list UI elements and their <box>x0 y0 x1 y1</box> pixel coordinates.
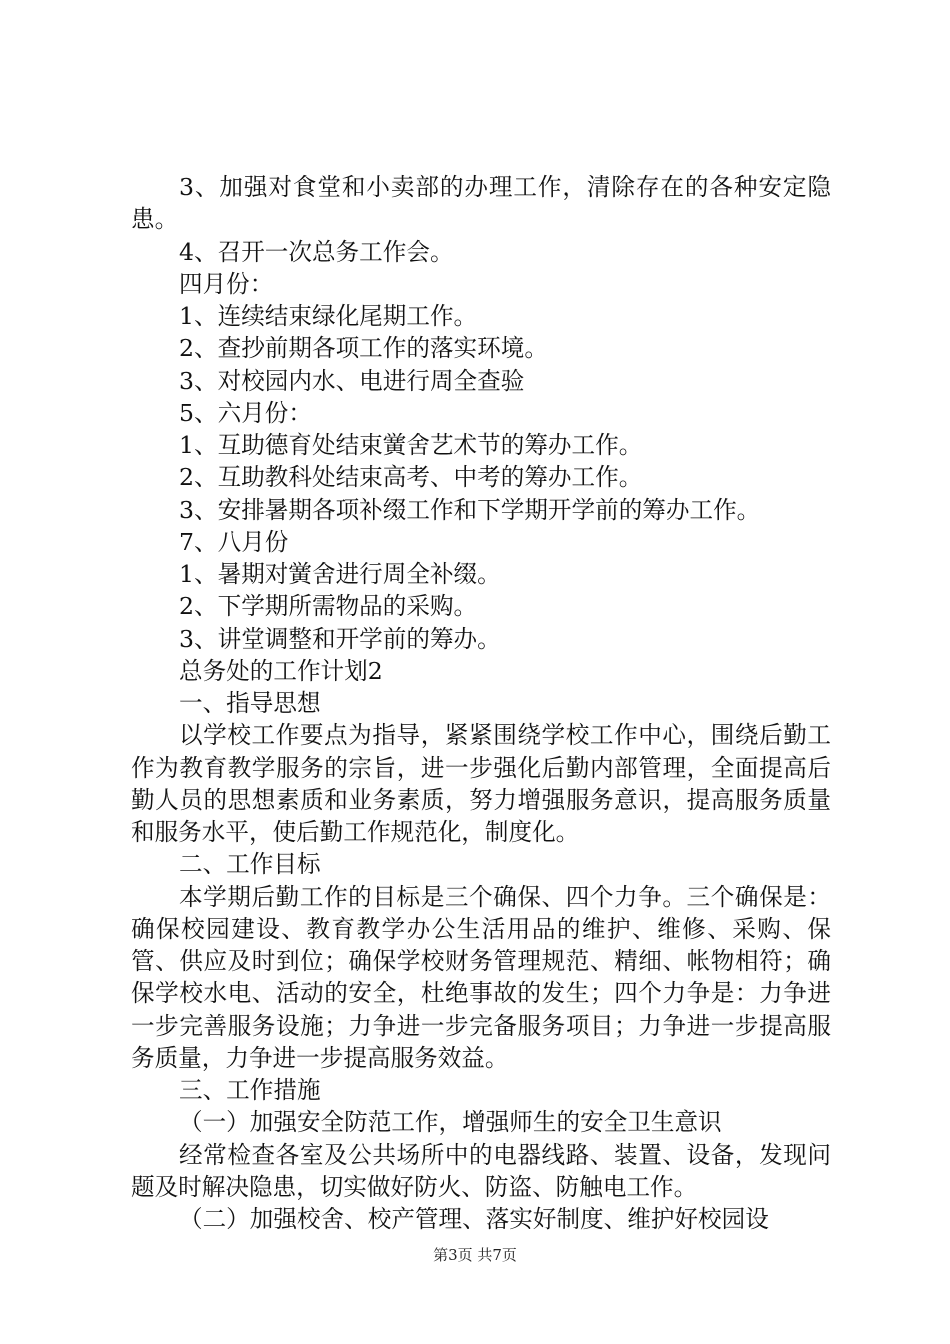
heading-work-measures: 三、工作措施 <box>179 1076 321 1104</box>
paragraph-april-item-2: 2、查抄前期各项工作的落实环境。 <box>179 334 548 363</box>
subheading-safety: （一）加强安全防范工作，增强师生的安全卫生意识 <box>179 1108 722 1137</box>
paragraph-june-item-3: 3、安排暑期各项补缀工作和下学期开学前的筹办工作。 <box>179 495 761 524</box>
paragraph-april-item-1: 1、连续结束绿化尾期工作。 <box>179 302 478 330</box>
paragraph-april-item-3: 3、对校园内水、电进行周全查验 <box>179 366 525 395</box>
paragraph-safety-checks: 经常检查各室及公共场所中的电器线路、装置、设备，发现问题及时解决隐患，切实做好防火、防盗、防触电工作。 <box>131 1140 831 1201</box>
heading-june: 5、六月份： <box>179 398 312 427</box>
heading-august: 7、八月份 <box>179 527 289 556</box>
paragraph-august-item-1: 1、暑期对黉舍进行周全补缀。 <box>179 560 501 588</box>
paragraph-august-item-3: 3、讲堂调整和开学前的筹办。 <box>179 624 501 653</box>
section-title-plan-2: 总务处的工作计划2 <box>179 656 383 685</box>
heading-guiding-thought: 一、指导思想 <box>179 689 321 717</box>
page-number-footer: 第3页 共7页 <box>433 1246 517 1264</box>
paragraph-august-item-2: 2、下学期所需物品的采购。 <box>179 592 478 621</box>
paragraph-june-item-2: 2、互助教科处结束高考、中考的筹办工作。 <box>179 463 643 492</box>
paragraph-work-goals: 本学期后勤工作的目标是三个确保、四个力争。三个确保是：确保校园建设、教育教学办公生活用品的维护、维修、采购、保管、供应及时到位；确保学校财务管理规范、精细、帐物相符；确保学校水电、活动的安全，杜绝事故的发生；四个力争是：力争进一步完善服务设施；力争进一步完备服务项目；力争进一步提高服务质量，力争进一步提高服务效益。 <box>131 882 831 1072</box>
heading-work-goals: 二、工作目标 <box>179 850 321 879</box>
paragraph-june-item-1: 1、互助德育处结束黉舍艺术节的筹办工作。 <box>179 431 643 459</box>
paragraph-general-meeting: 4、召开一次总务工作会。 <box>179 237 454 266</box>
document-body <box>131 171 831 1235</box>
subheading-campus-assets: （二）加强校舍、校产管理、落实好制度、维护好校园设 <box>179 1205 769 1233</box>
paragraph-canteen-management: 3、加强对食堂和小卖部的办理工作，清除存在的各种安定隐患。 <box>131 173 831 234</box>
paragraph-guiding-thought: 以学校工作要点为指导，紧紧围绕学校工作中心，围绕后勤工作为教育教学服务的宗旨，进一步强化后勤内部管理，全面提高后勤人员的思想素质和业务素质，努力增强服务意识，提高服务质量和服务水平，使后勤工作规范化，制度化。 <box>131 721 831 846</box>
heading-april: 四月份： <box>179 269 274 298</box>
